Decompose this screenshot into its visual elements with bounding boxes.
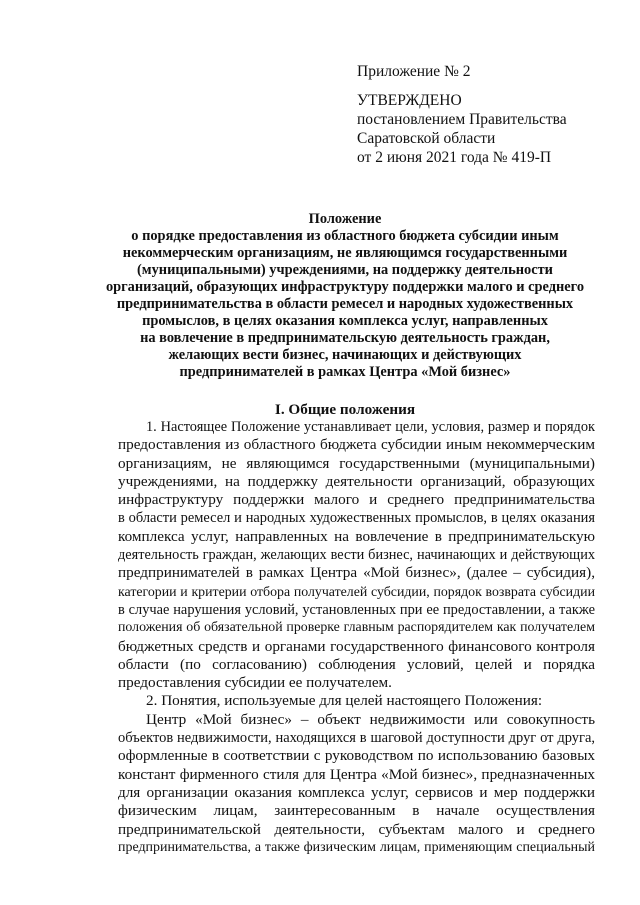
title-line: промыслов, в целях оказания комплекса услуг, направленных (142, 313, 548, 329)
approved-region-line: Саратовской области (357, 130, 496, 147)
section-heading: I. Общие положения (274, 401, 416, 418)
body-text (118, 418, 595, 857)
annex-number: Приложение № 2 (357, 63, 471, 80)
title-line: предпринимателей в рамках Центра «Мой бизнес» (179, 364, 511, 380)
paragraph-line: объектов недвижимости, находящихся в шаговой доступности друг от друга, (118, 730, 595, 747)
paragraph-line: категории и критерии отбора получателей субсидии, порядок возврата субсидии (118, 583, 595, 599)
approved-date-line: от 2 июня 2021 года № 419-П (357, 149, 552, 166)
paragraph-line: области (по согласованию) соблюдения условий, целей и порядка (118, 655, 595, 673)
paragraph-line: комплекса услуг, направленных на вовлечение в предпринимательскую (118, 527, 595, 545)
paragraph-line: 2. Понятия, используемые для целей настоящего Положения: (146, 692, 543, 710)
paragraph-line: 1. Настоящее Положение устанавливает цели, условия, размер и порядок (146, 419, 595, 435)
paragraph-line: инфраструктуру поддержки малого и среднего предпринимательства (118, 491, 595, 509)
paragraph-line: положения об обязательной проверке главным распорядителем как получателем (118, 620, 595, 636)
approved-by-line: постановлением Правительства (357, 111, 567, 128)
title-line: Положение (308, 211, 382, 227)
title-line: предпринимательства в области ремесел и народных художественных (116, 296, 574, 312)
title-line: организаций, образующих инфраструктуру поддержки малого и среднего (105, 279, 585, 295)
paragraph-line: предпринимателей в рамках Центра «Мой бизнес», (далее – субсидия), (118, 564, 595, 582)
paragraph-line: в случае нарушения условий, установленных при ее предоставлении, а также (118, 601, 595, 618)
approval-stamp (357, 62, 617, 167)
paragraph-line: предпринимательства, а также физическим лицам, применяющим специальный (118, 839, 595, 855)
paragraph-line: организациям, не являющимся государственными (муниципальными) (118, 454, 595, 472)
paragraph-line: Центр «Мой бизнес» – объект недвижимости или совокупность (146, 710, 595, 728)
title-line: (муниципальными) учреждениями, на поддержку деятельности (137, 262, 553, 278)
paragraph-line: констант фирменного стиля для Центра «Мой бизнес», предназначенных (118, 765, 595, 783)
approved-label: УТВЕРЖДЕНО (357, 92, 462, 109)
title-line: на вовлечение в предпринимательскую деятельность граждан, (140, 330, 550, 346)
paragraph-line: для организации оказания комплекса услуг, сервисов и мер поддержки (118, 783, 595, 801)
paragraph-line: в области ремесел и народных художественных промыслов, в целях оказания (118, 510, 595, 527)
title-line: о порядке предоставления из областного бюджета субсидии иным (131, 228, 559, 244)
paragraph-line: бюджетных средств и органами государственного финансового контроля (118, 637, 595, 655)
title-line: некоммерческим организациям, не являющимся государственными (122, 245, 568, 261)
paragraph-line: деятельность граждан, желающих вести бизнес, начинающих и действующих (118, 547, 595, 564)
document-title (95, 211, 595, 381)
paragraph-line: предоставления субсидии ее получателем. (118, 674, 392, 692)
paragraph-line: учреждениями, на поддержку деятельности организаций, образующих (118, 472, 595, 490)
paragraph-line: предпринимательской деятельности, субъектам малого и среднего (118, 820, 595, 838)
paragraph-line: оформленные в соответствии с руководством по использованию базовых (118, 747, 595, 765)
paragraph-line: предоставления из областного бюджета субсидии иным некоммерческим (118, 436, 595, 454)
title-line: желающих вести бизнес, начинающих и действующих (168, 347, 522, 363)
paragraph-line: физическим лицам, заинтересованным в начале осуществления (118, 802, 595, 820)
